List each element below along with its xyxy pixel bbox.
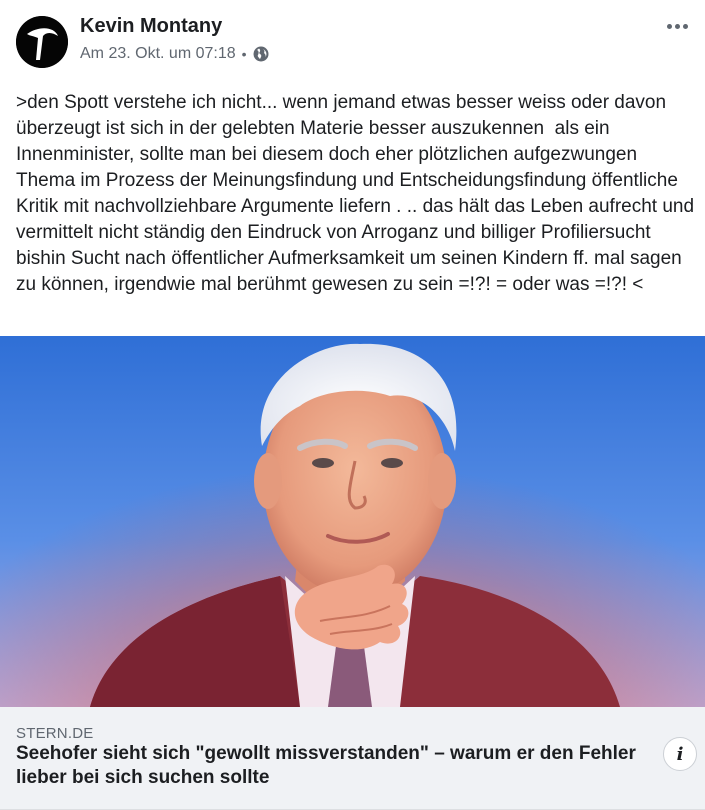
meta-separator: • — [241, 46, 247, 62]
more-dots-icon — [675, 24, 680, 29]
post-text: >den Spott verstehe ich nicht... wenn jemand etwas besser weiss oder davon überzeugt ist sich in der gelebten Materie besser auszukennen als ein Innenminister, sollte man bei diesem doch eher plötzlichen aufgezwungen Thema im Prozess der Meinungsfindung und Entscheidungsfindung öffentliche Kritik mit nachvollziehbare Argumente liefern . .. das hält das Leben aufrecht und vermittelt nicht ständig den Eindruck von Arroganz und billiger Profiliersucht bishin Sucht nach öffentlicher Aufmerksamkeit um seinen Kindern ff. mal sagen zu können, irgendwie mal berühmt gewesen zu sein =!?! = oder was =!?! < — [16, 92, 700, 295]
globe-icon[interactable] — [253, 46, 269, 62]
link-domain: STERN.DE — [16, 725, 94, 742]
avatar-logo-icon — [16, 16, 68, 68]
more-dots-icon — [667, 24, 672, 29]
more-dots-icon — [683, 24, 688, 29]
link-preview-image[interactable] — [0, 336, 705, 707]
post-header — [0, 0, 705, 80]
avatar[interactable] — [16, 16, 68, 68]
link-title[interactable]: Seehofer sieht sich "gewollt missverstanden" – warum er den Fehler lieber bei sich suchen sollte — [16, 743, 636, 788]
link-preview-footer[interactable] — [0, 707, 705, 810]
info-button[interactable] — [663, 737, 697, 771]
post-meta — [80, 45, 269, 63]
more-options-button[interactable] — [661, 12, 693, 40]
post-timestamp[interactable]: Am 23. Okt. um 07:18 — [80, 45, 236, 62]
info-icon: i — [676, 743, 684, 765]
portrait-photo — [0, 336, 705, 707]
author-name[interactable]: Kevin Montany — [80, 15, 223, 37]
